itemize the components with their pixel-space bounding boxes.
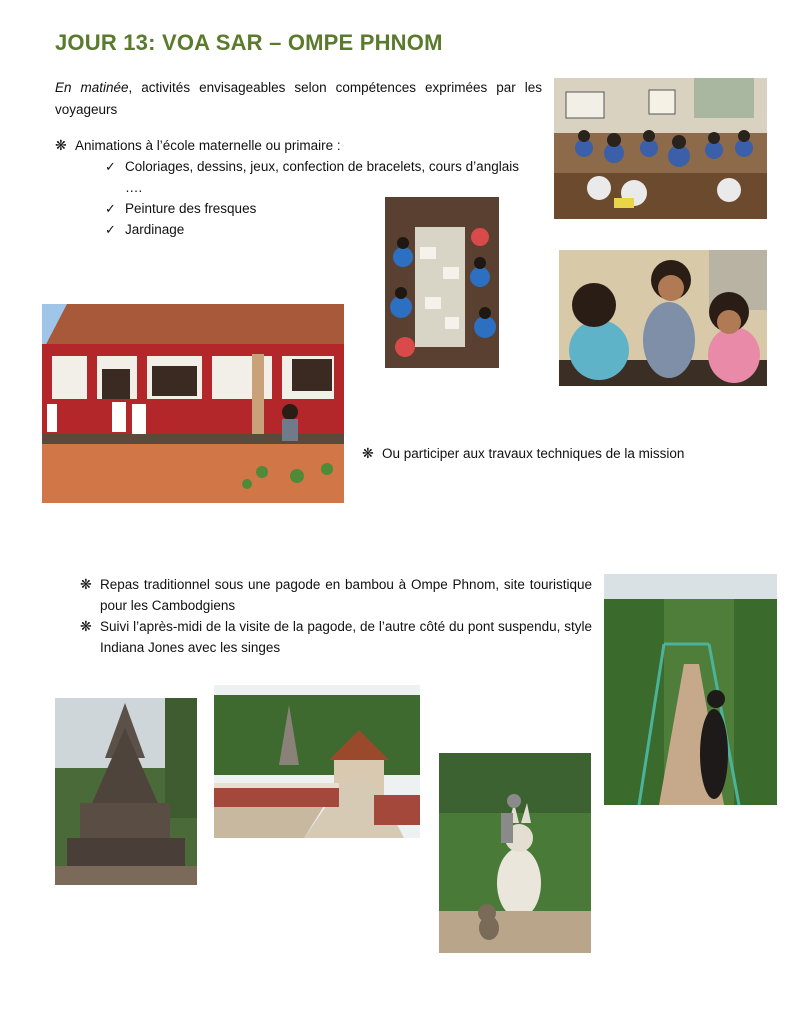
afternoon-item-text: Suivi l’après-midi de la visite de la pagode, de l’autre côté du pont suspendu, style Indiana Jones avec les singes [100,619,592,655]
girls-bracelets-photo [559,250,767,386]
intro-emphasis: En matinée [55,80,129,95]
activity-bullet-text: Animations à l’école maternelle ou primaire : [75,138,341,153]
afternoon-list [80,574,592,658]
monkey-statue-photo [439,753,591,953]
asterisk-bullet-icon: ❋ [80,576,92,592]
asterisk-bullet-icon: ❋ [55,137,67,153]
alternative-text: Ou participer aux travaux techniques de la mission [382,446,685,461]
pagoda-path-photo [214,685,420,838]
school-building-photo [42,304,344,503]
list-item [55,135,545,156]
page-title: JOUR 13: VOA SAR – OMPE PHNOM [55,30,443,55]
children-drawing-photo [385,197,499,368]
suspension-bridge-photo [604,574,777,805]
classroom-photo [554,78,767,219]
checkmark-icon: ✓ [105,222,116,237]
afternoon-item-text: Repas traditionnel sous une pagode en bambou à Ompe Phnom, site touristique pour les Cambodgiens [100,577,592,613]
list-item [80,616,592,658]
alternative-activity [362,443,782,464]
asterisk-bullet-icon: ❋ [80,618,92,634]
ellipsis-text: …. [125,180,143,195]
asterisk-bullet-icon: ❋ [362,445,374,461]
checkmark-icon: ✓ [105,201,116,216]
list-item [55,156,545,177]
check-item-text: Jardinage [125,222,185,237]
list-item [80,574,592,616]
checkmark-icon: ✓ [105,159,116,174]
intro-text: , activités envisageables selon compétences exprimées par les voyageurs [55,80,542,117]
check-item-text: Peinture des fresques [125,201,257,216]
intro-paragraph [55,77,542,121]
stupa-photo [55,698,197,885]
check-item-text: Coloriages, dessins, jeux, confection de bracelets, cours d’anglais [125,159,519,174]
